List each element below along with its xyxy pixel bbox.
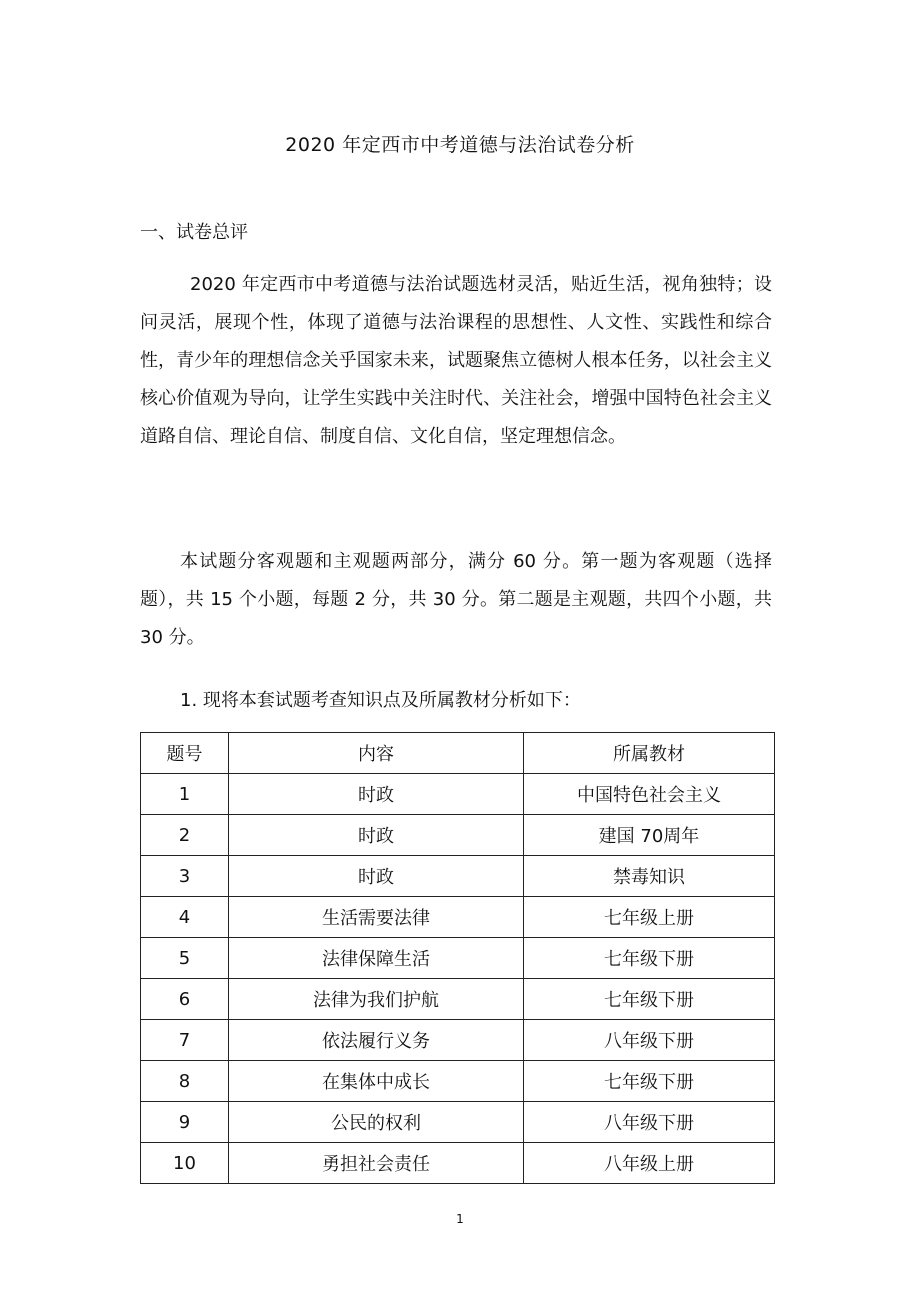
table-row bbox=[141, 979, 775, 1020]
page-number: 1 bbox=[456, 1212, 464, 1226]
cell-textbook: 七年级上册 bbox=[524, 897, 775, 938]
cell-textbook: 八年级上册 bbox=[524, 1143, 775, 1184]
paragraph-structure: 本试题分客观题和主观题两部分，满分 60 分。第一题为客观题（选择题），共 15 个小题，每题 2 分，共 30 分。第二题是主观题，共四个小题，共 30 分。 bbox=[140, 551, 772, 648]
cell-content: 时政 bbox=[229, 815, 524, 856]
table-row bbox=[141, 856, 775, 897]
cell-number: 4 bbox=[141, 897, 229, 938]
header-cell-number: 题号 bbox=[141, 733, 229, 774]
cell-number: 8 bbox=[141, 1061, 229, 1102]
cell-textbook: 八年级下册 bbox=[524, 1102, 775, 1143]
cell-textbook: 禁毒知识 bbox=[524, 856, 775, 897]
cell-number: 5 bbox=[141, 938, 229, 979]
table-row bbox=[141, 815, 775, 856]
cell-textbook: 七年级下册 bbox=[524, 979, 775, 1020]
cell-content: 依法履行义务 bbox=[229, 1020, 524, 1061]
cell-number: 7 bbox=[141, 1020, 229, 1061]
cell-content: 公民的权利 bbox=[229, 1102, 524, 1143]
cell-content: 法律为我们护航 bbox=[229, 979, 524, 1020]
paragraph-overview: 2020 年定西市中考道德与法治试题选材灵活，贴近生活，视角独特；设问灵活，展现个性，体现了道德与法治课程的思想性、人文性、实践性和综合性，青少年的理想信念关乎国家未来，试题聚焦立德树人根本任务，以社会主义核心价值观为导向，让学生实践中关注时代、关注社会，增强中国特色社会主义道路自信、理论自信、制度自信、文化自信，坚定理想信念。 bbox=[140, 274, 772, 447]
section-heading: 一、试卷总评 bbox=[140, 222, 248, 243]
cell-number: 10 bbox=[141, 1143, 229, 1184]
table-row bbox=[141, 1020, 775, 1061]
cell-number: 3 bbox=[141, 856, 229, 897]
cell-textbook: 建国 70周年 bbox=[524, 815, 775, 856]
cell-number: 2 bbox=[141, 815, 229, 856]
table-row bbox=[141, 897, 775, 938]
cell-content: 在集体中成长 bbox=[229, 1061, 524, 1102]
table-header-row bbox=[141, 733, 775, 774]
table-row bbox=[141, 774, 775, 815]
header-cell-textbook: 所属教材 bbox=[524, 733, 775, 774]
cell-textbook: 七年级下册 bbox=[524, 938, 775, 979]
cell-number: 9 bbox=[141, 1102, 229, 1143]
cell-number: 6 bbox=[141, 979, 229, 1020]
knowledge-table bbox=[140, 732, 775, 1184]
cell-textbook: 七年级下册 bbox=[524, 1061, 775, 1102]
list-intro: 1. 现将本套试题考查知识点及所属教材分析如下： bbox=[180, 690, 581, 711]
table-row bbox=[141, 1061, 775, 1102]
cell-content: 法律保障生活 bbox=[229, 938, 524, 979]
cell-number: 1 bbox=[141, 774, 229, 815]
cell-textbook: 八年级下册 bbox=[524, 1020, 775, 1061]
cell-content: 时政 bbox=[229, 774, 524, 815]
table-row bbox=[141, 1102, 775, 1143]
table-row bbox=[141, 938, 775, 979]
cell-content: 勇担社会责任 bbox=[229, 1143, 524, 1184]
cell-textbook: 中国特色社会主义 bbox=[524, 774, 775, 815]
cell-content: 生活需要法律 bbox=[229, 897, 524, 938]
cell-content: 时政 bbox=[229, 856, 524, 897]
header-cell-content: 内容 bbox=[229, 733, 524, 774]
table-row bbox=[141, 1143, 775, 1184]
document-title: 2020 年定西市中考道德与法治试卷分析 bbox=[285, 134, 635, 156]
